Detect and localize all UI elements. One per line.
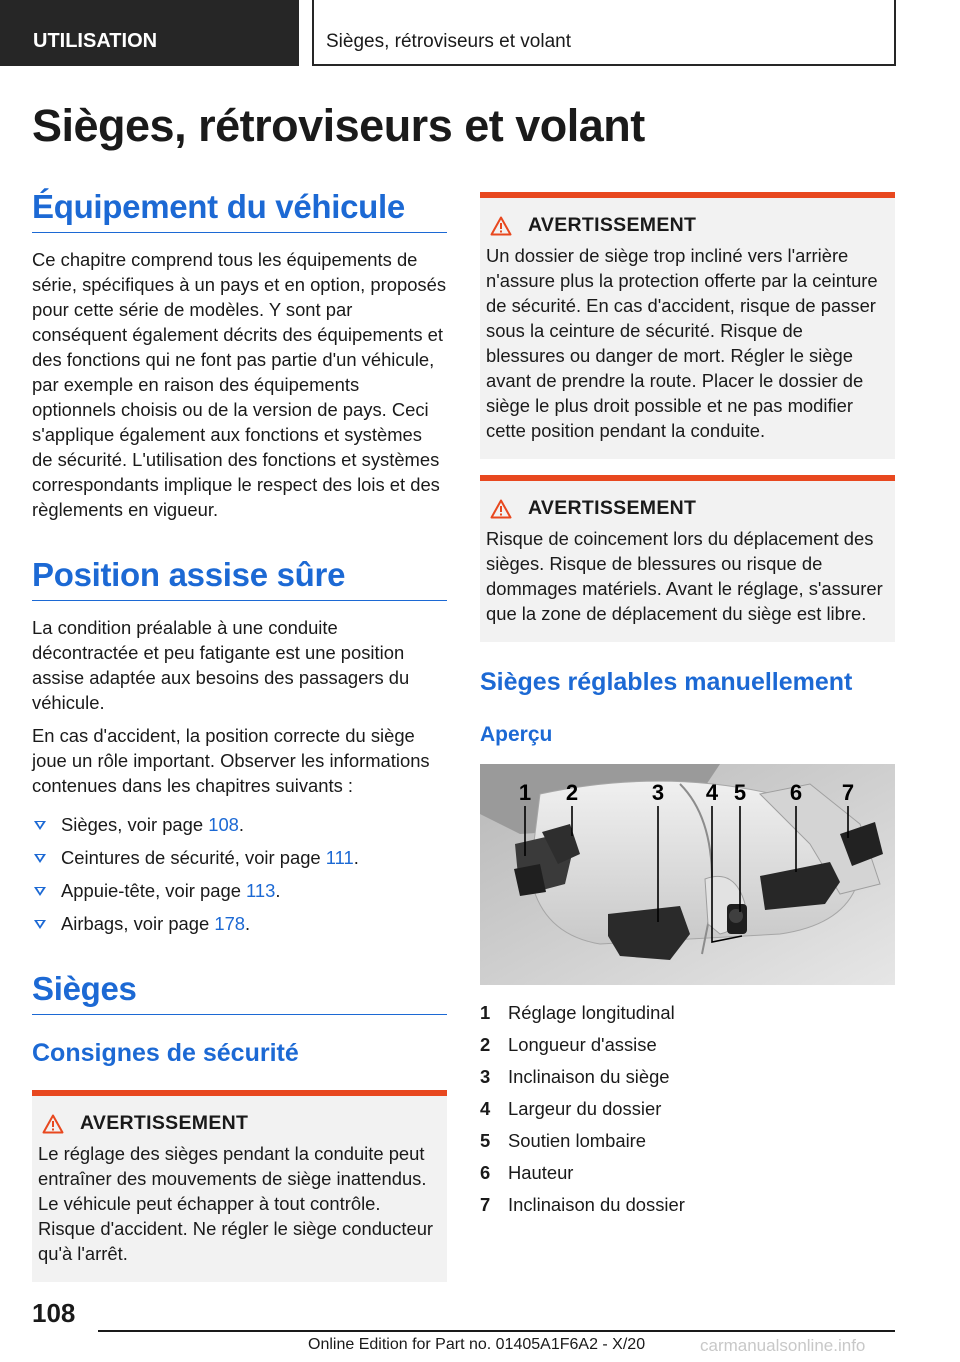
- legend-number: 7: [480, 1194, 491, 1215]
- warning-header: [490, 214, 885, 237]
- legend-item: [480, 997, 895, 1029]
- page-link[interactable]: 113: [246, 880, 276, 901]
- legend-label: Hauteur: [508, 1162, 574, 1183]
- warning-title: AVERTISSEMENT: [528, 497, 697, 519]
- legend-number: 5: [480, 1130, 491, 1151]
- bullet-triangle-icon: [34, 854, 46, 863]
- warning-text: Risque de coincement lors du déplacement des sièges. Risque de blessures ou risque de dommages matériels. Avant le réglage, s'assurer que la zone de déplacement du siège est libre.: [486, 528, 883, 624]
- page-link[interactable]: 111: [325, 847, 354, 868]
- chapter-tab: [312, 0, 896, 66]
- legend-number: 2: [480, 1034, 491, 1055]
- equipment-text: Ce chapitre comprend tous les équipements de série, spécifiques à un pays et en option, proposés pour cette série de modèles. Y sont par conséquent également décrits des équipements et des fonctions qui ne font pas partie d'un véhicule, par exemple en raison des équipements optionnels choisis ou de la version de pays. Ceci s'applique également aux fonctions et systèmes de sécurité. L'utilisation des fonctions et systèmes correspondants implique le respect des lois et des règlements en vigueur.: [32, 249, 447, 520]
- warning-text: Un dossier de siège trop incliné vers l'arrière n'assure plus la protection offerte par la ceinture de sécurité. En cas d'accident, risque de passer sous la ceinture de sécurité. Risque de blessures ou danger de mort. Régler le siège avant de prendre la route. Placer le dossier de siège le plus droit possible et ne pas modifier cette position pendant la conduite.: [486, 245, 878, 441]
- bullet-triangle-icon: [34, 920, 46, 929]
- footer-rule: [98, 1330, 895, 1332]
- legend-item: [480, 1061, 895, 1093]
- page-header: [0, 0, 960, 66]
- seats-heading: Sièges: [32, 970, 447, 1015]
- seat-controls-illustration: [480, 764, 895, 985]
- warning-icon: [42, 1114, 64, 1134]
- right-column: [480, 192, 895, 1221]
- chapter-title: Sièges, rétroviseurs et volant: [314, 0, 894, 64]
- figure-label: 6: [789, 780, 803, 805]
- bullet-triangle-icon: [34, 821, 46, 830]
- legend-item: [480, 1157, 895, 1189]
- safety-heading: Consignes de sécurité: [32, 1039, 299, 1067]
- reference-end: .: [245, 913, 251, 934]
- overview-heading: Aperçu: [480, 723, 553, 746]
- warning-icon: [490, 216, 512, 236]
- legend-item: [480, 1125, 895, 1157]
- equipment-heading: Équipement du véhicule: [32, 188, 447, 233]
- legend-item: [480, 1189, 895, 1221]
- figure-label: 1: [518, 780, 532, 805]
- page-title: Sièges, rétroviseurs et volant: [32, 100, 645, 151]
- reference-end: .: [275, 880, 281, 901]
- warning-box: [480, 475, 895, 642]
- seating-text-1: La condition préalable à une conduite décontractée et peu fatigante est une position assise adaptée aux besoins des passagers du véhicule.: [32, 617, 410, 713]
- reference-item: [32, 841, 447, 874]
- legend-label: Longueur d'assise: [508, 1034, 657, 1055]
- reference-text: Appuie-tête, voir page: [61, 880, 247, 901]
- legend-label: Soutien lombaire: [508, 1130, 647, 1151]
- legend-number: 4: [480, 1098, 491, 1119]
- page-number: 108: [32, 1298, 76, 1328]
- figure-label: 4: [705, 780, 719, 805]
- warning-title: AVERTISSEMENT: [80, 1112, 249, 1134]
- legend-label: Réglage longitudinal: [508, 1002, 675, 1023]
- section-tab: UTILISATION: [0, 0, 299, 66]
- manual-seats-heading: Sièges réglables manuellement: [480, 668, 853, 696]
- reference-list: [32, 808, 447, 940]
- warning-box: [480, 192, 895, 459]
- legend-item: [480, 1029, 895, 1061]
- legend-label: Inclinaison du dossier: [508, 1194, 685, 1215]
- figure-label: 3: [651, 780, 665, 805]
- edition-text: Online Edition for Part no. 01405A1F6A2 - X/20: [308, 1336, 646, 1353]
- legend-number: 3: [480, 1066, 491, 1087]
- reference-item: [32, 907, 447, 940]
- figure-label: 5: [733, 780, 747, 805]
- figure-label: 2: [565, 780, 579, 805]
- legend-number: 6: [480, 1162, 491, 1183]
- warning-title: AVERTISSEMENT: [528, 214, 697, 236]
- legend-label: Largeur du dossier: [508, 1098, 662, 1119]
- watermark: carmanualsonline.info: [700, 1336, 866, 1355]
- warning-header: [42, 1112, 437, 1135]
- warning-text: Le réglage des sièges pendant la conduite peut entraîner des mouvements de siège inattendus. Le véhicule peut échapper à tout contrôle. Risque d'accident. Ne régler le siège conducteur qu'à l'arrêt.: [38, 1143, 434, 1264]
- bullet-triangle-icon: [34, 887, 46, 896]
- seat-controls-figure: [480, 764, 895, 985]
- reference-end: .: [353, 847, 359, 868]
- page-link[interactable]: 178: [214, 913, 246, 934]
- legend-label: Inclinaison du siège: [508, 1066, 670, 1087]
- figure-legend: [480, 997, 895, 1221]
- seating-text-2: En cas d'accident, la position correcte du siège joue un rôle important. Observer les informations contenues dans les chapitres suivants :: [32, 725, 430, 796]
- reference-text: Sièges, voir page: [61, 814, 209, 835]
- warning-box: [32, 1090, 447, 1282]
- page-link[interactable]: 108: [208, 814, 239, 835]
- left-column: [32, 188, 447, 1282]
- warning-header: [490, 497, 885, 520]
- reference-end: .: [238, 814, 245, 835]
- figure-label: 7: [841, 780, 855, 805]
- warning-icon: [490, 499, 512, 519]
- reference-item: [32, 874, 447, 907]
- reference-text: Airbags, voir page: [61, 913, 215, 934]
- legend-item: [480, 1093, 895, 1125]
- reference-item: [32, 808, 447, 841]
- seating-heading: Position assise sûre: [32, 556, 447, 601]
- reference-text: Ceintures de sécurité, voir page: [61, 847, 326, 868]
- legend-number: 1: [480, 1002, 491, 1023]
